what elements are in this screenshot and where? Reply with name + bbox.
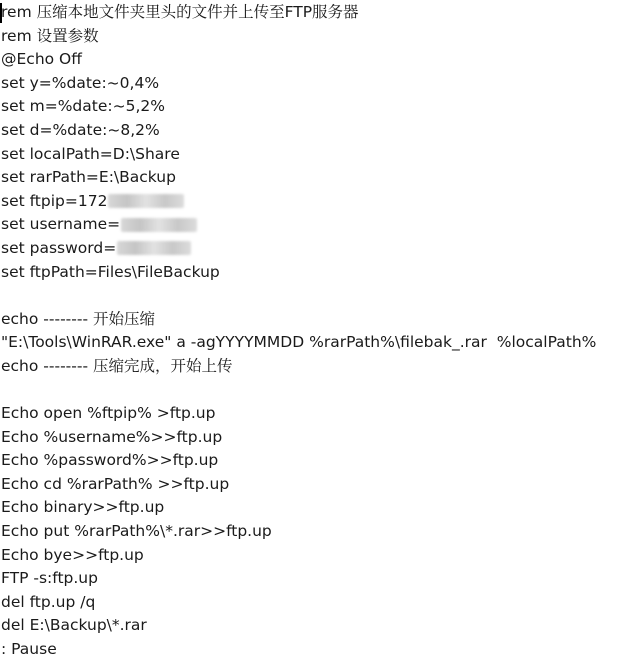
script-line xyxy=(1,496,640,520)
line-text: "E:\Tools\WinRAR.exe" a -agYYYYMMDD %rarPath%\filebak_.rar %localPath% xyxy=(1,333,597,352)
line-text: set username= xyxy=(1,215,121,234)
script-line xyxy=(1,402,640,426)
script-line xyxy=(1,544,640,568)
script-line xyxy=(1,190,640,214)
line-text: Echo %username%>>ftp.up xyxy=(1,427,223,446)
script-line xyxy=(1,520,640,544)
redacted-username xyxy=(121,218,197,232)
line-text: echo -------- 开始压缩 xyxy=(1,309,155,328)
script-line xyxy=(1,1,640,25)
line-text: set d=%date:~8,2% xyxy=(1,120,160,139)
script-line xyxy=(1,25,640,49)
script-line xyxy=(1,119,640,143)
script-line xyxy=(1,213,640,237)
script-line xyxy=(1,237,640,261)
script-line xyxy=(1,331,640,355)
script-line xyxy=(1,143,640,167)
line-text: set ftpPath=Files\FileBackup xyxy=(1,262,220,281)
script-line xyxy=(1,48,640,72)
line-text: set password= xyxy=(1,238,117,257)
line-text: set ftpip=172 xyxy=(1,191,108,210)
line-text: del ftp.up /q xyxy=(1,592,96,611)
script-line xyxy=(1,567,640,591)
line-text: Echo bye>>ftp.up xyxy=(1,545,144,564)
redacted-password xyxy=(117,241,191,255)
script-line xyxy=(1,95,640,119)
script-line xyxy=(1,379,640,403)
line-text: del E:\Backup\*.rar xyxy=(1,616,147,635)
line-text: set localPath=D:\Share xyxy=(1,144,180,163)
line-text: Echo cd %rarPath% >>ftp.up xyxy=(1,474,230,493)
line-text: Echo open %ftpip% >ftp.up xyxy=(1,404,216,423)
line-text: rem 压缩本地文件夹里头的文件并上传至FTP服务器 xyxy=(1,3,359,21)
script-line xyxy=(1,591,640,615)
line-text: rem 设置参数 xyxy=(1,26,99,45)
script-line xyxy=(1,426,640,450)
script-line xyxy=(1,355,640,379)
line-text: Echo put %rarPath%\*.rar>>ftp.up xyxy=(1,522,272,541)
line-text: set rarPath=E:\Backup xyxy=(1,168,176,187)
line-text: Echo binary>>ftp.up xyxy=(1,498,165,517)
script-lines xyxy=(1,1,640,662)
script-line xyxy=(1,261,640,285)
script-line xyxy=(1,638,640,662)
line-text: echo -------- 压缩完成，开始上传 xyxy=(1,356,233,375)
line-text: @Echo Off xyxy=(1,50,82,69)
line-text: set m=%date:~5,2% xyxy=(1,97,165,116)
script-line xyxy=(1,614,640,638)
script-line xyxy=(1,166,640,190)
script-line xyxy=(1,449,640,473)
line-text: Echo %password%>>ftp.up xyxy=(1,451,219,470)
redacted-ftpip xyxy=(108,194,184,208)
line-text: : Pause xyxy=(1,640,57,659)
script-line xyxy=(1,308,640,332)
line-text: FTP -s:ftp.up xyxy=(1,569,98,588)
script-line xyxy=(1,284,640,308)
line-text: set y=%date:~0,4% xyxy=(1,73,160,92)
script-line xyxy=(1,473,640,497)
script-line xyxy=(1,72,640,96)
